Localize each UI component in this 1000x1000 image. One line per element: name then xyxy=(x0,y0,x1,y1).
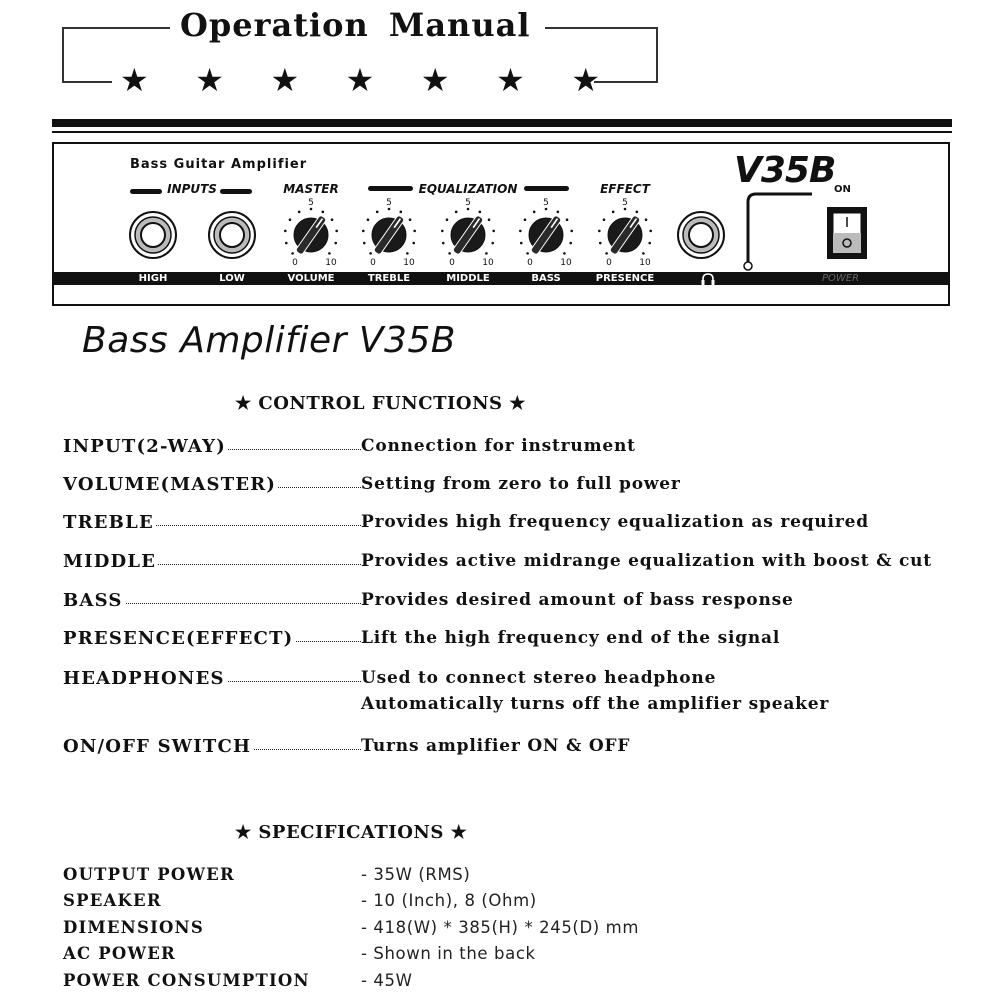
strip-label-middle: MIDDLE xyxy=(446,273,490,284)
model-label: V35B xyxy=(734,150,836,191)
star-icon: ★ xyxy=(195,61,224,99)
star-icon: ★ xyxy=(496,61,525,99)
power-label: POWER xyxy=(822,273,860,284)
header-bracket-bottom-left xyxy=(62,81,112,83)
control-desc: Connection for instrument xyxy=(361,436,636,456)
strip-label-high: HIGH xyxy=(138,273,168,284)
control-desc: Setting from zero to full power xyxy=(361,474,681,494)
knob-scale-label: 0 xyxy=(527,258,533,268)
control-row xyxy=(63,551,953,577)
strip-label-low: LOW xyxy=(219,273,245,284)
control-row xyxy=(63,668,953,720)
control-name: HEADPHONES xyxy=(63,668,225,689)
knob-bass-icon xyxy=(519,198,573,268)
power-led-icon xyxy=(744,262,752,270)
spec-value: - 418(W) * 385(H) * 245(D) mm xyxy=(361,918,639,937)
knob-scale-label: 5 xyxy=(622,198,628,208)
spec-value: - 35W (RMS) xyxy=(361,865,471,884)
knob-scale-label: 10 xyxy=(325,258,337,268)
spec-name: DIMENSIONS xyxy=(63,918,204,937)
control-name: MIDDLE xyxy=(63,551,157,572)
control-name: BASS xyxy=(63,590,123,611)
specifications-title: ★ SPECIFICATIONS ★ xyxy=(235,822,468,843)
control-desc-line2: Automatically turns off the amplifier speaker xyxy=(361,694,830,714)
inputs-label: INPUTS xyxy=(167,182,217,196)
knob-scale-label: 10 xyxy=(560,258,572,268)
knob-scale-label: 5 xyxy=(465,198,471,208)
control-row xyxy=(63,436,953,462)
control-desc: Provides high frequency equalization as required xyxy=(361,512,869,532)
knob-scale-label: 0 xyxy=(370,258,376,268)
control-desc: Lift the high frequency end of the signal xyxy=(361,628,781,648)
eq-bar-right xyxy=(524,186,569,191)
star-icon: ★ xyxy=(420,61,450,99)
control-desc: Provides desired amount of bass response xyxy=(361,590,794,610)
strip-label-presence: PRESENCE xyxy=(595,273,655,284)
knob-scale-label: 10 xyxy=(482,258,494,268)
strip-label-treble: TREBLE xyxy=(367,273,411,284)
power-line xyxy=(748,194,812,262)
knob-volume-icon xyxy=(284,198,338,268)
star-icon: ★ xyxy=(571,61,600,99)
effect-label: EFFECT xyxy=(600,182,650,196)
knob-scale-label: 5 xyxy=(386,198,392,208)
spec-value: - 10 (Inch), 8 (Ohm) xyxy=(361,891,537,910)
jack-low-icon xyxy=(209,212,255,258)
control-row xyxy=(63,736,953,762)
jack-high-icon xyxy=(130,212,176,258)
control-row xyxy=(63,628,953,654)
knob-scale-label: 10 xyxy=(639,258,651,268)
spec-value: - Shown in the back xyxy=(361,944,536,963)
spec-value: - 45W xyxy=(361,971,413,990)
equalization-label: EQUALIZATION xyxy=(418,182,518,196)
spec-name: OUTPUT POWER xyxy=(63,865,235,884)
power-switch-icon xyxy=(827,207,867,259)
control-desc: Provides active midrange equalization with boost & cut xyxy=(361,551,932,571)
knob-scale-label: 0 xyxy=(606,258,612,268)
knob-scale-label: 0 xyxy=(292,258,298,268)
star-icon: ★ xyxy=(270,61,300,99)
control-desc: Used to connect stereo headphone xyxy=(361,668,717,688)
eq-bar-left xyxy=(368,186,413,191)
page-title: Operation Manual xyxy=(180,6,531,44)
control-functions-title: ★ CONTROL FUNCTIONS ★ xyxy=(235,393,526,414)
jack-headphones-icon xyxy=(678,212,724,258)
brand-label: Bass Guitar Amplifier xyxy=(130,157,308,172)
control-name: TREBLE xyxy=(63,512,154,533)
control-name: PRESENCE(EFFECT) xyxy=(63,628,294,649)
amplifier-front-panel xyxy=(52,142,950,306)
header-bracket-bottom-right xyxy=(594,81,656,83)
knob-scale-label: 0 xyxy=(449,258,455,268)
star-icon: ★ xyxy=(120,61,149,99)
control-desc: Turns amplifier ON & OFF xyxy=(361,736,631,756)
spec-name: AC POWER xyxy=(63,944,176,963)
spec-name: SPEAKER xyxy=(63,891,162,910)
spec-name: POWER CONSUMPTION xyxy=(63,971,310,990)
strip-label-volume: VOLUME xyxy=(287,273,335,284)
knob-middle-icon xyxy=(441,198,495,268)
strip-label-bass: BASS xyxy=(531,273,561,284)
divider-thin xyxy=(52,131,952,133)
on-label: ON xyxy=(834,184,851,195)
control-row xyxy=(63,474,953,500)
panel-label-strip xyxy=(54,272,948,285)
inputs-bar-right xyxy=(220,189,252,194)
master-label: MASTER xyxy=(283,182,339,196)
title-stars xyxy=(120,60,600,100)
knob-treble-icon xyxy=(362,198,416,268)
product-heading: Bass Amplifier V35B xyxy=(82,320,456,361)
divider-thick xyxy=(52,119,952,127)
inputs-bar-left xyxy=(130,189,162,194)
star-icon: ★ xyxy=(345,61,375,99)
control-row xyxy=(63,590,953,616)
knob-scale-label: 5 xyxy=(308,198,314,208)
knob-scale-label: 10 xyxy=(403,258,415,268)
control-name: ON/OFF SWITCH xyxy=(63,736,252,757)
control-name: VOLUME(MASTER) xyxy=(63,474,277,495)
control-name: INPUT(2-WAY) xyxy=(63,436,226,457)
knob-presence-icon xyxy=(598,198,652,268)
control-row xyxy=(63,512,953,538)
knob-scale-label: 5 xyxy=(543,198,549,208)
